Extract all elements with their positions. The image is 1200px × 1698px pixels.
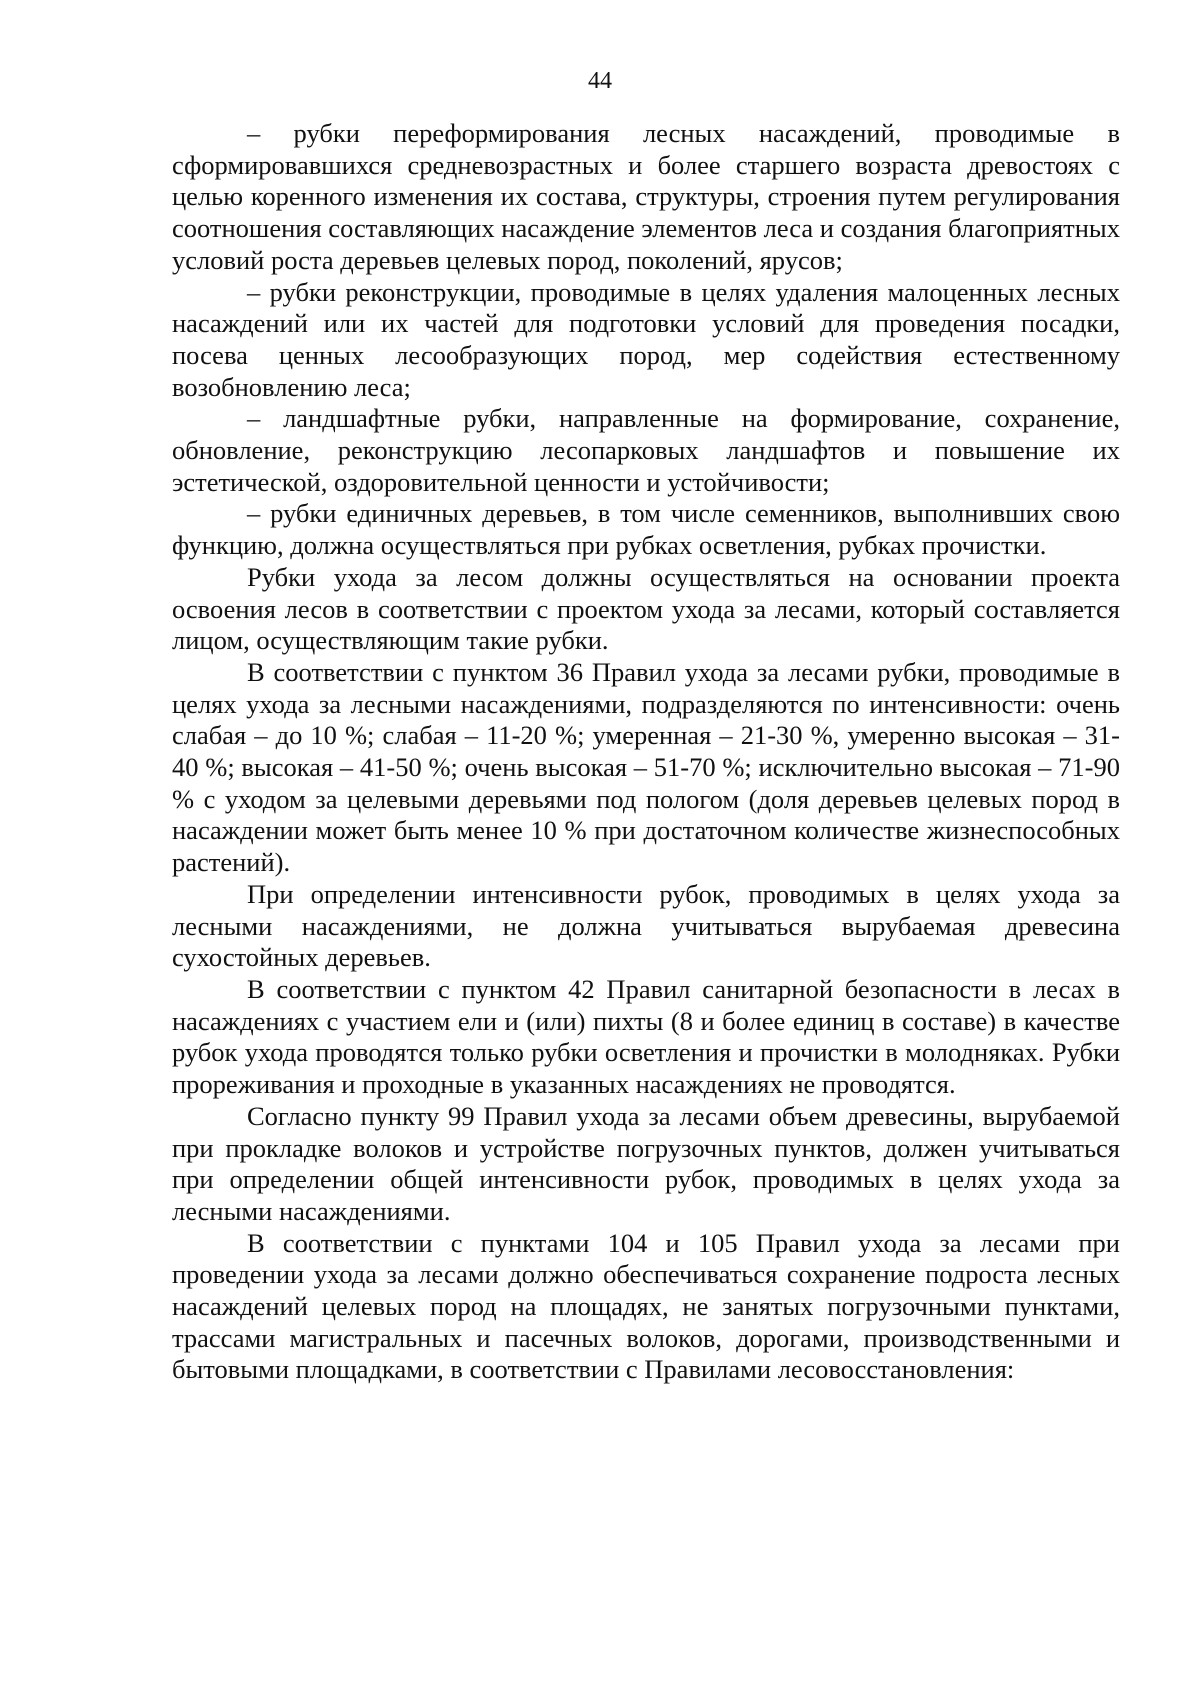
paragraph-intensity-classes: В соответствии с пунктом 36 Правил ухода за лесами рубки, проводимые в целях ухода за лесными насаждениями, подразделяются по интенсивности: очень слабая – до 10 %; слабая – 11-20 %; умеренная – 21-30 %, умеренно высокая – 31-40 %; высокая – 41-50 %; очень высокая – 51-70 %; исключительно высокая – 71-90 % с уходом за целевыми деревьями под пологом (доля деревьев целевых пород в насаждении может быть менее 10 % при достаточном количестве жизнеспособных растений). bbox=[172, 656, 1120, 878]
page-number: 44 bbox=[588, 68, 612, 94]
paragraph-landscape-cuttings: – ландшафтные рубки, направленные на формирование, сохранение, обновление, реконструкцию лесопарковых ландшафтов и повышение их эстетической, оздоровительной ценности и устойчивости; bbox=[172, 403, 1120, 497]
paragraph-dead-wood: При определении интенсивности рубок, проводимых в целях ухода за лесными насаждениями, не должна учитываться вырубаемая древесина сухостойных деревьев. bbox=[172, 878, 1120, 973]
paragraph-undergrowth-preservation: В соответствии с пунктами 104 и 105 Правил ухода за лесами при проведении ухода за лесами должно обеспечиваться сохранение подроста лесных насаждений целевых пород на площадях, не занятых погрузочными пунктами, трассами магистральных и пасечных волоков, дорогами, производственными и бытовыми площадками, в соответствии с Правилами лесовосстановления: bbox=[172, 1227, 1120, 1385]
paragraph-reconstruction-cuttings: – рубки реконструкции, проводимые в целях удаления малоценных лесных насаждений или их частей для подготовки условий для проведения посадки, посева ценных лесообразующих пород, мер содействия естественному возобновлению леса; bbox=[172, 276, 1120, 402]
paragraph-single-tree-cuttings: – рубки единичных деревьев, в том числе семенников, выполнивших свою функцию, должна осуществляться при рубках осветления, рубках прочистки. bbox=[172, 498, 1120, 561]
paragraph-care-project: Рубки ухода за лесом должны осуществляться на основании проекта освоения лесов в соответствии с проектом ухода за лесами, который составляется лицом, осуществляющим такие рубки. bbox=[172, 561, 1120, 656]
paragraph-reforming-cuttings: – рубки переформирования лесных насаждений, проводимые в сформировавшихся средневозрастных и более старшего возраста древостоях с целью коренного изменения их состава, структуры, строения путем регулирования соотношения составляющих насаждение элементов леса и создания благоприятных условий роста деревьев целевых пород, поколений, ярусов; bbox=[172, 118, 1120, 275]
paragraph-spruce-fir-stands: В соответствии с пунктом 42 Правил санитарной безопасности в лесах в насаждениях с участием ели и (или) пихты (8 и более единиц в составе) в качестве рубок ухода проводятся только рубки осветления и прочистки в молодняках. Рубки прореживания и проходные в указанных насаждениях не проводятся. bbox=[172, 973, 1120, 1100]
paragraph-skid-trails-volume: Согласно пункту 99 Правил ухода за лесами объем древесины, вырубаемой при прокладке волоков и устройстве погрузочных пунктов, должен учитываться при определении общей интенсивности рубок, проводимых в целях ухода за лесными насаждениями. bbox=[172, 1100, 1120, 1226]
document-body bbox=[172, 118, 1120, 1386]
